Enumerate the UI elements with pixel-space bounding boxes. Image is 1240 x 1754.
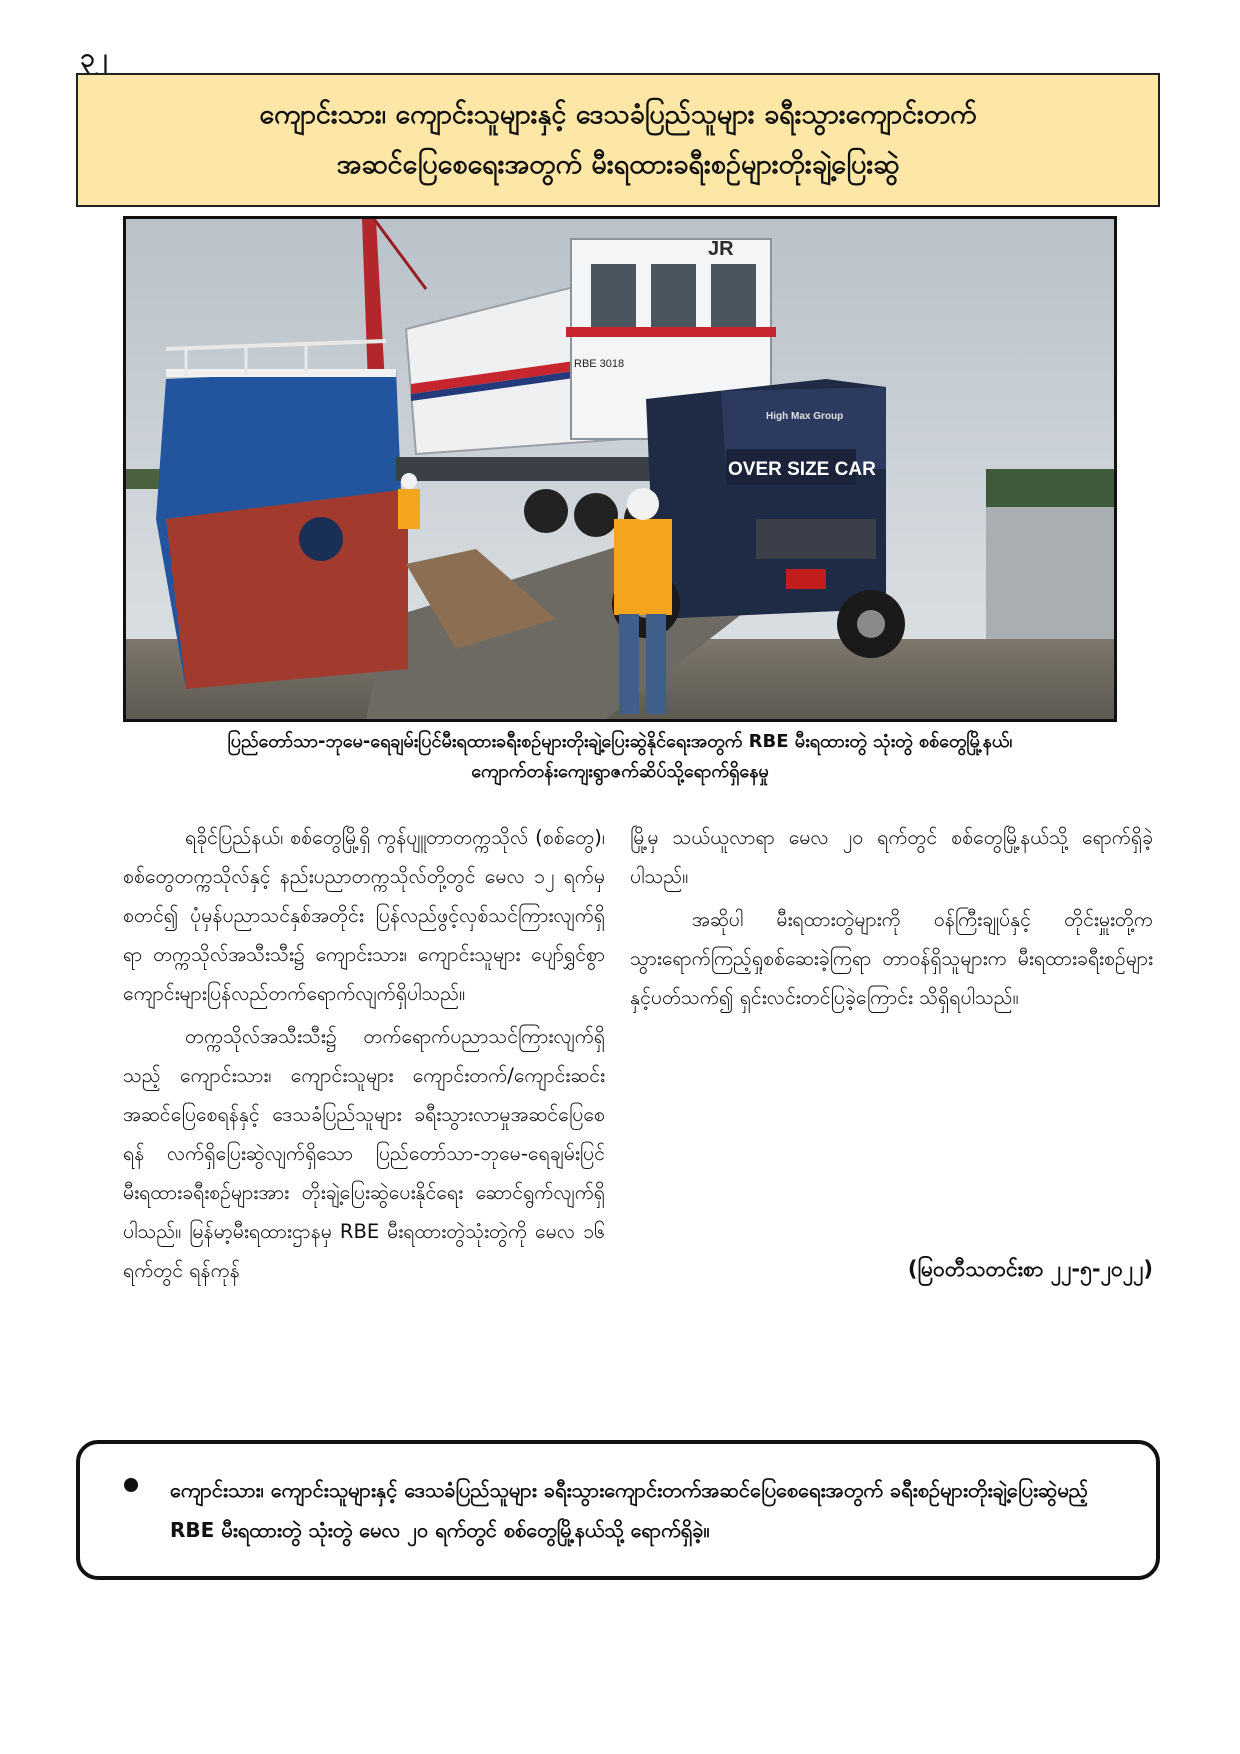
caption-line-2: ကျောက်တန်းကျေးရွာဇက်ဆိပ်သို့ရောက်ရှိနေမှု	[471, 761, 769, 782]
photo-caption	[123, 727, 1117, 787]
body-paragraph: တက္ကသိုလ်အသီးသီး၌ တက်ရောက်ပညာသင်ကြားလျက်ရှိသည့် ကျောင်းသား၊ ကျောင်းသူများ ကျောင်းတက်/ကျောင်းဆင်းအဆင်ပြေစေရန်နှင့် ဒေသခံပြည်သူများ ခရီးသွားလာမှုအဆင်ပြေစေရန် လက်ရှိပြေးဆွဲလျက်ရှိသော ပြည်တော်သာ-ဘုမေ-ရေချမ်းပြင် မီးရထားခရီးစဉ်များအား တိုးချဲ့ပြေးဆွဲပေးနိုင်ရေး ဆောင်ရွက်လျက်ရှိပါသည်။ မြန်မာ့မီးရထားဌာနမှ RBE မီးရထားတွဲသုံးတွဲကို မေလ ၁၆ ရက်တွင် ရန်ကုန်	[123, 1025, 605, 1282]
car-number: RBE 3018	[574, 358, 625, 370]
summary-box	[76, 1440, 1160, 1580]
photo-illustration	[126, 219, 1114, 719]
tree-line	[986, 469, 1114, 509]
body-column-left	[123, 818, 605, 1294]
truck-brand: High Max Group	[766, 411, 844, 422]
anchor	[299, 517, 343, 561]
body-paragraph: ရခိုင်ပြည်နယ်၊ စစ်တွေမြို့ရှိ ကွန်ပျူတာတက္ကသိုလ် (စစ်တွေ)၊ စစ်တွေတက္ကသိုလ်နှင့် နည်းပညာတက္ကသိုလ်တို့တွင် မေလ ၁၂ ရက်မှစတင်၍ ပုံမှန်ပညာသင်နှစ်အတိုင်း ပြန်လည်ဖွင့်လှစ်သင်ကြားလျက်ရှိရာ တက္ကသိုလ်အသီးသီး၌ ကျောင်းသား၊ ကျောင်းသူများ ပျော်ရွှင်စွာကျောင်းများပြန်လည်တက်ရောက်လျက်ရှိပါသည်။	[123, 826, 605, 1005]
title-box	[76, 73, 1160, 207]
news-photo	[123, 216, 1117, 722]
truck-sign: OVER SIZE CAR	[728, 459, 876, 480]
car-logo: JR	[708, 238, 734, 260]
bullet-icon	[124, 1478, 138, 1492]
caption-line-1: ပြည်တော်သာ-ဘုမေ-ရေချမ်းပြင်မီးရထားခရီးစဉ်များတိုးချဲ့ပြေးဆွဲနိုင်ရေးအတွက် RBE မီးရထားတွဲ သုံးတွဲ စစ်တွေမြို့နယ်၊	[227, 731, 1013, 752]
license-plate	[786, 569, 826, 589]
news-source: (မြဝတီသတင်းစာ ၂၂-၅-၂၀၂၂)	[907, 1257, 1153, 1281]
body-paragraph: အဆိုပါ မီးရထားတွဲများကို ဝန်ကြီးချုပ်နှင့် တိုင်းမှူးတို့က သွားရောက်ကြည့်ရှုစစ်ဆေးခဲ့ကြရာ တာဝန်ရှိသူများက မီးရထားခရီးစဉ်များနှင့်ပတ်သက်၍ ရှင်းလင်းတင်ပြခဲ့ကြောင်း သိရှိရပါသည်။	[630, 908, 1153, 1009]
body-column-right	[630, 818, 1153, 1021]
title-line-2: အဆင်ပြေစေရေးအတွက် မီးရထားခရီးစဉ်များတိုးချဲ့ပြေးဆွဲ	[336, 149, 900, 180]
body-paragraph: မြို့မှ သယ်ယူလာရာ မေလ ၂၀ ရက်တွင် စစ်တွေမြို့နယ်သို့ ရောက်ရှိခဲ့ပါသည်။	[630, 826, 1153, 888]
title-line-1: ကျောင်းသား၊ ကျောင်းသူများနှင့် ဒေသခံပြည်သူများ ခရီးသွားကျောင်းတက်	[259, 99, 977, 130]
river	[986, 507, 1114, 647]
summary-text: ကျောင်းသား၊ ကျောင်းသူများနှင့် ဒေသခံပြည်သူများ ခရီးသွားကျောင်းတက်အဆင်ပြေစေရေးအတွက် ခရီးစဉ်များတိုးချဲ့ပြေးဆွဲမည့် RBE မီးရထားတွဲ သုံးတွဲ မေလ ၂၀ ရက်တွင် စစ်တွေမြို့နယ်သို့ ရောက်ရှိခဲ့။	[170, 1478, 1089, 1542]
worker-helmet	[627, 488, 659, 520]
worker-vest	[614, 519, 672, 615]
page-number: ၃၂	[80, 43, 108, 73]
